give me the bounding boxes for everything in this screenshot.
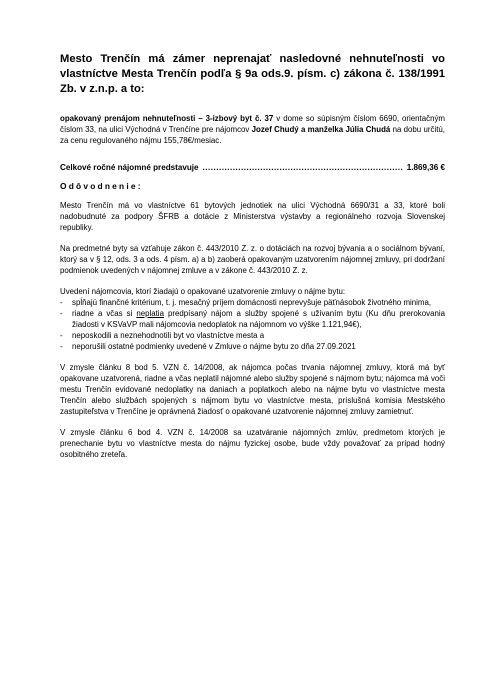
intro-bold-lead: opakovaný prenájom nehnuteľnosti – 3-izbový byt č. 37 [60,114,274,123]
condition-text-4: neporušili ostatné podmienky uvedené v Zmluve o nájme bytu zo dňa 27.09.2021 [72,342,356,351]
condition-underlined-word: neplatia [136,309,164,318]
condition-text-1: spĺňajú finančné kritérium, t. j. mesačný príjem domácnosti neprevyšuje päťnásobok životného minima, [72,298,432,307]
annual-rent-label: Celkové ročné nájomné predstavuje [60,163,199,172]
condition-text-2a: riadne a včas si [72,309,137,318]
reasoning-heading: Odôvodnenie: [60,181,143,191]
tenant-name-1: Jozef Chudý [251,125,299,134]
condition-item-1 [60,297,445,308]
conditions-lead: Uvedení nájomcovia, ktorí žiadajú o opakované uzatvorenie zmluvy o nájme bytu: [60,287,346,296]
annual-rent-line [60,163,445,172]
document-title: Mesto Trenčín má zámer neprenajať nasledovné nehnuteľnosti vo vlastníctve Mesta Trenčín podľa § 9a ods.9. písm. c) zákona č. 138/1991 Zb. v z.n.p. a to: [60,53,445,95]
condition-text-3: neposkodili a neznehodnotili byt vo vlastníctve mesta a [72,331,265,340]
condition-item-4 [60,341,445,352]
reasoning-paragraph-2: Na predmetné byty sa vzťahuje zákon č. 443/2010 Z. z. o dotáciách na rozvoj bývania a o sociálnom bývaní, ktorý sa v § 12, ods. 3 a ods. 4 písm. a) a b) zaoberá opakovaným uzatvorením nájomnej zmluvy, pri dodržaní podmienok uvedených v nájomnej zmluve a v zákone č. 443/2010 Z. z. [60,244,445,275]
reasoning-paragraph-1: Mesto Trenčín má vo vlastníctve 61 bytových jednotiek na ulici Východná 6690/31 a 33, ktoré boli nadobudnuté za podpory ŠFRB a dotácie z Ministerstva výstavby a regionálneho rozvoja Slovenskej republiky. [60,201,445,232]
document-page [60,52,445,460]
condition-item-3 [60,330,445,341]
tenant-name-2: a manželka Júlia Chudá [300,125,391,134]
condition-text-2b: predpísaný nájom a služby spojené s užívaním bytu (Ku dňu prerokovania žiadosti v KSVaVP mali nájomcovia nedoplatok na nájomnom vo výške 1.121,94€), [72,309,445,329]
intro-paragraph [60,113,445,146]
dot-leader [203,163,403,172]
intro-text-3: na dobu určitú, za cenu regulovaného nájmu 155,78€/mesiac. [60,125,445,145]
reasoning-paragraph-4: V zmysle článku 8 bod 5. VZN č. 14/2008, ak nájomca počas trvania nájomnej zmluvy, ktorá má byť opakovane uzatvorená, riadne a včas neplatil nájomné alebo služby spojené s nájmom bytu; nájomca má voči mestu Trenčín evidované nedoplatky na daniach a poplatkoch alebo na nájme bytu vo vlastníctve mesta Trenčín alebo službách spojených s nájmom bytu vo vlastníctve mesta, príslušná komisia Mestského zastupiteľstva v Trenčíne je oprávnená žiadosť o opakované uzatvorenie nájomnej zmluvy zamietnuť. [60,363,445,416]
annual-rent-amount: 1.869,36 € [406,163,445,172]
reasoning-paragraph-5: V zmysle článku 6 bod 4. VZN č. 14/2008 sa uzatváranie nájomných zmlúv, predmetom ktorých je prenechanie bytu vo vlastníctve mesta do nájmu fyzickej osobe, bude vždy považovať za prípad hodný osobitného zreteľa. [60,428,445,459]
intro-text-1: v dome so súpisným číslom 6690, orientačným číslom 33, na ulici Východná v Trenčíne pre nájomcov [60,114,445,134]
conditions-list [60,297,445,352]
condition-item-2 [60,308,445,330]
